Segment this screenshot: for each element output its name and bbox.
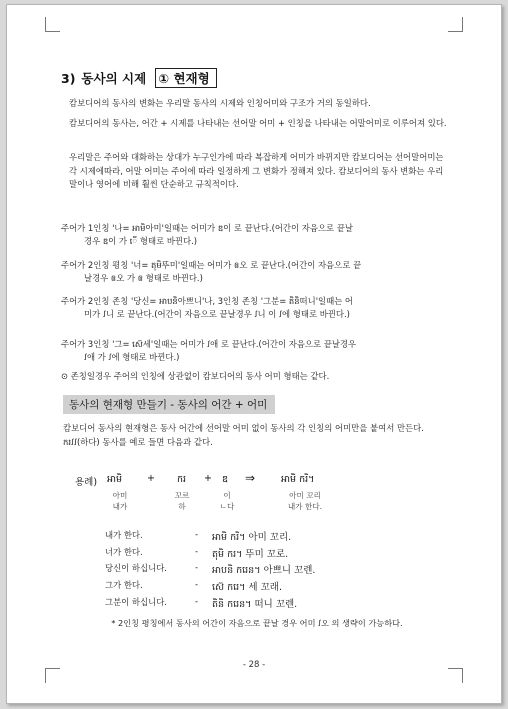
rule-4-line-2: ꭍ애 가 ꭍ에 형태로 바뀐다.) [84, 351, 180, 362]
example-plus-2: + [204, 473, 212, 484]
rule-1-line-1: 주어가 1인칭 '나= អាមិ아미'일때는 어미가 ឌ이 로 끝난다.(어간이 자음으로 끝날 [61, 223, 353, 233]
gloss-kor-reading: 꼬르 [174, 491, 190, 500]
example-arrow: ⇒ [245, 471, 256, 485]
crop-mark-bottom-left [45, 668, 60, 683]
conjugation-khmer: តិនិ ករេន។ 떠니 꼬렌. [212, 599, 298, 610]
section-title [61, 68, 217, 88]
crop-mark-top-left [45, 17, 60, 32]
conjugation-dash: - [195, 596, 199, 606]
example-plus-1: + [147, 473, 155, 484]
rule-4-line-1: 주어가 3인칭 '그= ស៊េ세'일때는 어미가 ꭍ애 로 끝난다.(어간이 자음으로 끝날경우 [61, 339, 357, 349]
conjugation-khmer: អាបនិ ករេន។ 아쁘니 꼬렌. [212, 565, 316, 576]
gloss-result-reading: 아미 꼬리 [289, 491, 321, 500]
crop-mark-bottom-right [448, 668, 463, 683]
conjugation-dash: - [195, 579, 199, 589]
conjugation-khmer: ស៊េ ករេ។ 세 꼬래. [212, 582, 282, 593]
conjugation-row [105, 562, 316, 576]
gloss-result [275, 490, 335, 512]
conjugation-dash: - [195, 529, 199, 539]
subsection-paragraph: 캄보디어 동사의 현재형은 동사 어간에 선어말 어미 없이 동사의 각 인칭의 어미만을 붙여서 만든다. ករꭍꭍ(하다) 동사를 예로 들면 다음과 같다. [63, 423, 424, 447]
gloss-i-reading: 이 [223, 491, 231, 500]
section-number: 3) [61, 71, 76, 86]
conjugation-khmer: អាមិ ករិ។ 아미 꼬리. [212, 532, 292, 543]
intro-paragraph-1: 캄보디어의 동사의 변화는 우리말 동사의 시제와 인칭어미와 구조가 거의 동일하다. [69, 98, 371, 108]
subsection-heading: 동사의 현재형 만들기 - 동사의 어간 + 어미 [63, 395, 275, 414]
rule-3-line-1: 주어가 2인칭 존칭 '당신= អាបនិ아쁘니'나, 3인칭 존칭 '그분= តិនិ떠니'일때는 어 [61, 296, 354, 306]
section-subtitle-box [155, 68, 217, 88]
conjugation-row [105, 529, 292, 543]
gloss-i [212, 490, 242, 512]
rule-3 [61, 295, 453, 320]
example-label: 용례) [75, 477, 98, 488]
rule-2 [61, 259, 453, 284]
intro-paragraph-2: 캄보디어의 동사는, 어간 + 시제를 나타내는 선어말 어미 + 인칭을 나타내는 어말어미로 이루어져 있다. [69, 118, 447, 128]
gloss-result-meaning: 내가 한다. [287, 502, 323, 511]
gloss-kor [167, 490, 197, 512]
conjugation-khmer: តុមិ ករ។ 뚜미 꼬로. [212, 549, 289, 560]
example-word-i: ឌ [222, 474, 229, 485]
rule-1-line-2: 경우 ឌ이 가 ើ 형태로 바뀐다.) [84, 235, 198, 246]
conjugation-row [105, 596, 298, 610]
conjugation-korean: 내가 한다. [105, 530, 143, 540]
section-title-text: 동사의 시제 [81, 71, 147, 86]
crop-mark-top-right [448, 17, 463, 32]
rule-3-line-2: 미가 ꭍ니 로 끝난다.(어간이 자음으로 끝날경우 ꭍ니 이 ꭍ에 형태로 바뀐다.) [84, 308, 350, 319]
gloss-ami-meaning: 내가 [112, 502, 128, 511]
gloss-i-meaning: ㄴ다 [219, 502, 235, 511]
rule-2-line-1: 주어가 2인칭 평칭 '너= តុមិ뚜미'일때는 어미가 ឲ오 로 끝난다.(어간이 자음으로 끝 [61, 260, 362, 270]
example-result: អាមិ ករិ។ [281, 474, 315, 485]
conjugation-korean: 그분이 하십니다. [105, 597, 167, 607]
conjugation-korean: 너가 한다. [105, 547, 143, 557]
page-number: - 28 - [242, 660, 266, 670]
conjugation-korean: 당신이 하십니다. [105, 563, 167, 573]
intro-paragraph-3: 우리말은 주어와 대화하는 상대가 누구인가에 따라 복잡하게 어미가 바뀌지만 캄보디어는 선어말어미는 각 시제에따라, 어말 어미는 주어에 따라 일정하게 그 변화가 정해져 있다. 캄보디어의 동사 변화는 우리말이나 영어에 비해 훨씬 단순하고 규칙적이다. [69, 152, 444, 189]
conjugation-korean: 그가 한다. [105, 580, 143, 590]
rule-2-line-2: 날경우 ឲ오 가 ឲ 형태로 바뀐다.) [84, 272, 203, 283]
conjugation-row [105, 579, 282, 593]
document-page [6, 4, 502, 704]
rule-1 [61, 222, 453, 247]
example-word-kor: ករ [177, 474, 187, 485]
rule-5-honorific-note: ⊙ 존칭일경우 주어의 인칭에 상관없이 캄보디어의 동사 어미 형태는 같다. [61, 371, 330, 381]
conjugation-dash: - [195, 562, 199, 572]
conjugation-dash: - [195, 546, 199, 556]
rule-4 [61, 338, 453, 363]
example-word-ami: អាមិ [107, 474, 123, 485]
gloss-ami [105, 490, 135, 512]
footnote: * 2인칭 평칭에서 동사의 어간이 자음으로 끝날 경우 어미 ꭍ오 의 생략이 가능하다. [111, 618, 403, 628]
gloss-ami-reading: 아미 [112, 491, 128, 500]
subtitle-text: 현재형 [173, 71, 210, 86]
gloss-kor-meaning: 하 [178, 502, 186, 511]
subtitle-number: ① [158, 71, 170, 86]
conjugation-row [105, 546, 289, 560]
